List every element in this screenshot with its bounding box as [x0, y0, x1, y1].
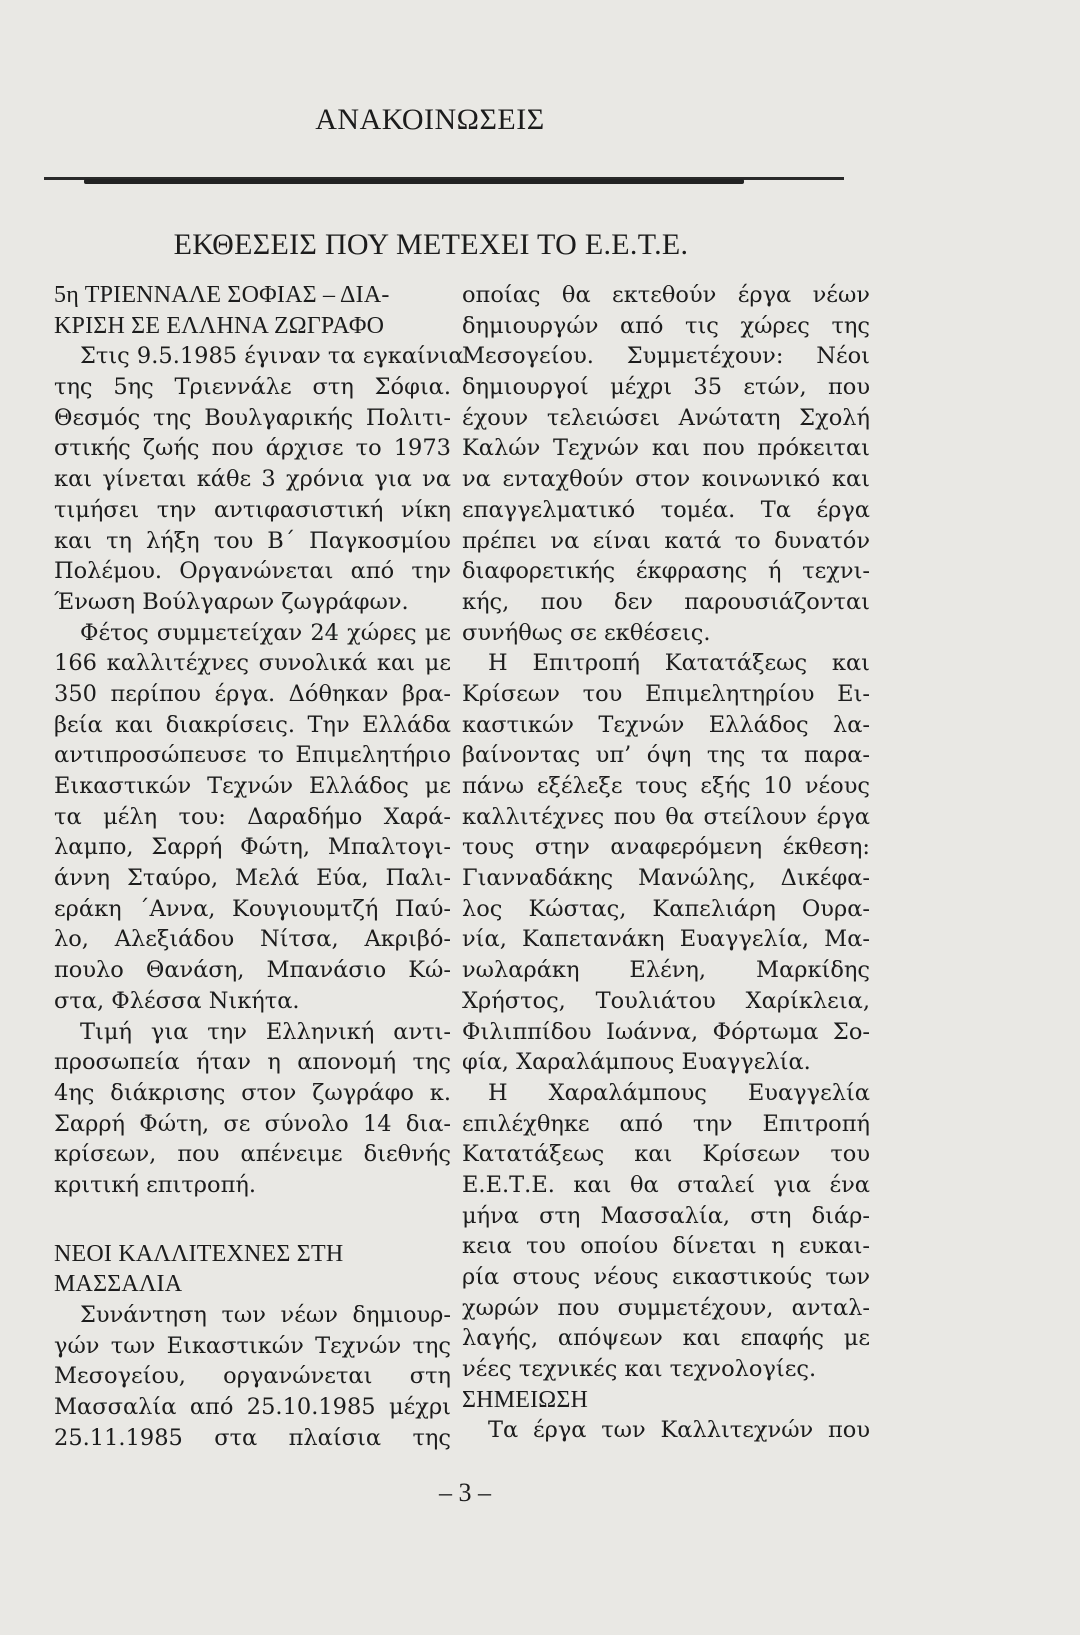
- text-line: λαμπο, Σαρρή Φώτη, Μπαλτογι-: [54, 834, 451, 861]
- text-line: κεια του οποίου δίνεται η ευκαι-: [462, 1233, 870, 1260]
- text-line: πουλο Θανάση, Μπανάσιο Κώ-: [54, 957, 451, 984]
- text-line: και γίνεται κάθε 3 χρόνια για να: [54, 466, 451, 493]
- text-line: φία, Χαραλάμπους Ευαγγελία.: [462, 1049, 811, 1076]
- article-marseille: [54, 1239, 451, 1454]
- text-line: νωλαράκη Ελένη, Μαρκίδης: [462, 957, 870, 984]
- text-line: Πολέμου. Οργανώνεται από την: [54, 558, 451, 585]
- paragraph: [462, 1078, 870, 1385]
- text-line: Η Χαραλάμπους Ευαγγελία: [488, 1079, 870, 1106]
- text-line: βαίνοντας υπ’ όψη της τα παρα-: [462, 742, 870, 769]
- text-line: Τιμή για την Ελληνική αντι-: [80, 1018, 451, 1045]
- text-line: προσωπεία ήταν η απονομή της: [54, 1049, 451, 1076]
- rule-bar-bottom: [84, 179, 744, 184]
- text-line: Μασσαλία από 25.10.1985 μέχρι: [54, 1394, 451, 1421]
- decorative-rule: [44, 176, 844, 184]
- text-line: πρέπει να είναι κατά το δυνατόν: [462, 527, 870, 554]
- article-heading-line: ΜΑΣΣΑΛΙΑ: [54, 1271, 183, 1298]
- text-line: δημιουργών από τις χώρες της: [462, 312, 870, 339]
- paragraph: [54, 1017, 451, 1201]
- text-line: Ένωση Βούλγαρων ζωγράφων.: [54, 588, 409, 615]
- text-line: οποίας θα εκτεθούν έργα νέων: [462, 282, 870, 308]
- note-heading: ΣΗΜΕΙΩΣΗ: [462, 1386, 589, 1413]
- right-column: [462, 280, 870, 1446]
- text-line: έχουν τελειώσει Ανώτατη Σχολή: [462, 404, 870, 431]
- text-line: 25.11.1985 στα πλαίσια της: [54, 1424, 451, 1451]
- text-line: Φιλιππίδου Ιωάννα, Φόρτωμα Σο-: [462, 1018, 870, 1045]
- text-line: εράκη ΄Αννα, Κουγιουμτζή Παύ-: [54, 895, 451, 922]
- text-line: κής, που δεν παρουσιάζονται: [462, 588, 870, 615]
- text-line: και τη λήξη του Β΄ Παγκοσμίου: [54, 527, 451, 554]
- text-line: Μεσογείου, οργανώνεται στη: [54, 1363, 451, 1390]
- text-line: Φέτος συμμετείχαν 24 χώρες με: [80, 619, 451, 646]
- text-line: λο, Αλεξιάδου Νίτσα, Ακριβό-: [54, 926, 451, 953]
- text-line: καστικών Τεχνών Ελλάδος λα-: [462, 711, 870, 738]
- spacer: [54, 1201, 451, 1239]
- text-line: διαφορετικής έκφρασης ή τεχνι-: [462, 558, 870, 585]
- text-line: γών των Εικαστικών Τεχνών της: [54, 1332, 451, 1359]
- text-line: Η Επιτροπή Κατατάξεως και: [488, 650, 870, 677]
- text-line: Σαρρή Φώτη, σε σύνολο 14 δια-: [54, 1110, 451, 1137]
- text-line: δημιουργοί μέχρι 35 ετών, που: [462, 374, 870, 401]
- text-line: καλλιτέχνες που θα στείλουν έργα: [462, 803, 870, 830]
- text-line: νέες τεχνικές και τεχνολογίες.: [462, 1356, 817, 1383]
- text-line: άννη Σταύρο, Μελά Εύα, Παλι-: [54, 865, 451, 892]
- text-line: ρία στους νέους εικαστικούς των: [462, 1264, 870, 1290]
- text-line: Τα έργα των Καλλιτεχνών που: [488, 1417, 870, 1444]
- article-heading-line: 5η ΤΡΙΕΝΝΑΛΕ ΣΟΦΙΑΣ – ΔΙΑ-: [54, 282, 390, 308]
- text-line: λαγής, απόψεων και επαφής με: [462, 1325, 870, 1352]
- text-line: μήνα στη Μασσαλία, στη διάρ-: [462, 1202, 870, 1229]
- text-line: επιλέχθηκε από την Επιτροπή: [462, 1110, 870, 1137]
- text-line: Κρίσεων του Επιμελητηρίου Ει-: [462, 680, 870, 707]
- text-line: χωρών που συμμετέχουν, ανταλ-: [462, 1294, 870, 1321]
- paragraph: [462, 1415, 870, 1446]
- text-line: Ε.Ε.Τ.Ε. και θα σταλεί για ένα: [462, 1171, 870, 1198]
- text-line: στικής ζωής που άρχισε το 1973: [54, 435, 451, 462]
- text-line: να ενταχθούν στον κοινωνικό και: [462, 466, 870, 493]
- text-line: αντιπροσώπευσε το Επιμελητήριο: [54, 742, 451, 769]
- text-line: 4ης διάκρισης στον ζωγράφο κ.: [54, 1079, 451, 1106]
- text-line: πάνω εξέλεξε τους εξής 10 νέους: [462, 773, 870, 799]
- text-line: Γιανναδάκης Μανώλης, Δικέφα-: [462, 865, 870, 892]
- text-line: Κατατάξεως και Κρίσεων του: [462, 1141, 870, 1168]
- text-line: τιμήσει την αντιφασιστική νίκη: [54, 496, 451, 523]
- text-line: κριτική επιτροπή.: [54, 1171, 256, 1198]
- text-line: συνήθως σε εκθέσεις.: [462, 619, 711, 646]
- paragraph: [462, 648, 870, 1078]
- text-line: νία, Καπετανάκη Ευαγγελία, Μα-: [462, 926, 870, 953]
- article-heading-line: ΝΕΟΙ ΚΑΛΛΙΤΕΧΝΕΣ ΣΤΗ: [54, 1240, 344, 1267]
- text-line: τα μέλη του: Δαραδήμο Χαρά-: [54, 803, 451, 830]
- text-line: επαγγελματικό τομέα. Τα έργα: [462, 496, 870, 523]
- text-line: Εικαστικών Τεχνών Ελλάδος με: [54, 773, 451, 799]
- page-number: – 3 –: [439, 1478, 491, 1507]
- text-line: βεία και διακρίσεις. Την Ελλάδα: [54, 711, 451, 738]
- article-heading-line: ΚΡΙΣΗ ΣΕ ΕΛΛΗΝΑ ΖΩΓΡΑΦΟ: [54, 312, 385, 339]
- text-line: στα, Φλέσσα Νικήτα.: [54, 987, 300, 1014]
- text-line: Καλών Τεχνών και που πρόκειται: [462, 435, 870, 462]
- paragraph: [54, 618, 451, 1017]
- text-line: της 5ης Τριεννάλε στη Σόφια.: [54, 374, 451, 401]
- article-triennale: [54, 280, 464, 1201]
- text-line: Θεσμός της Βουλγαρικής Πολιτι-: [54, 404, 451, 431]
- text-line: 166 καλλιτέχνες συνολικά και με: [54, 650, 451, 677]
- section-title: ΕΚΘΕΣΕΙΣ ΠΟΥ ΜΕΤΕΧΕΙ ΤΟ Ε.Ε.Τ.Ε.: [173, 228, 689, 261]
- paragraph: [54, 341, 464, 617]
- text-line: Συνάντηση των νέων δημιουρ-: [80, 1302, 451, 1328]
- text-line: τους στην αναφερόμενη έκθεση:: [462, 834, 870, 861]
- text-line: Χρήστος, Τουλιάτου Χαρίκλεια,: [462, 987, 870, 1014]
- page-header-title: ΑΝΑΚΟΙΝΩΣΕΙΣ: [315, 103, 545, 136]
- text-line: κρίσεων, που απένειμε διεθνής: [54, 1141, 451, 1168]
- text-line: Μεσογείου. Συμμετέχουν: Νέοι: [462, 343, 870, 370]
- paragraph: [462, 280, 870, 648]
- text-line: Στις 9.5.1985 έγιναν τα εγκαίνια: [80, 343, 464, 370]
- text-line: 350 περίπου έργα. Δόθηκαν βρα-: [54, 680, 451, 707]
- left-column: [54, 280, 464, 1453]
- text-line: λος Κώστας, Καπελιάρη Ουρα-: [462, 895, 870, 922]
- paragraph: [54, 1300, 451, 1453]
